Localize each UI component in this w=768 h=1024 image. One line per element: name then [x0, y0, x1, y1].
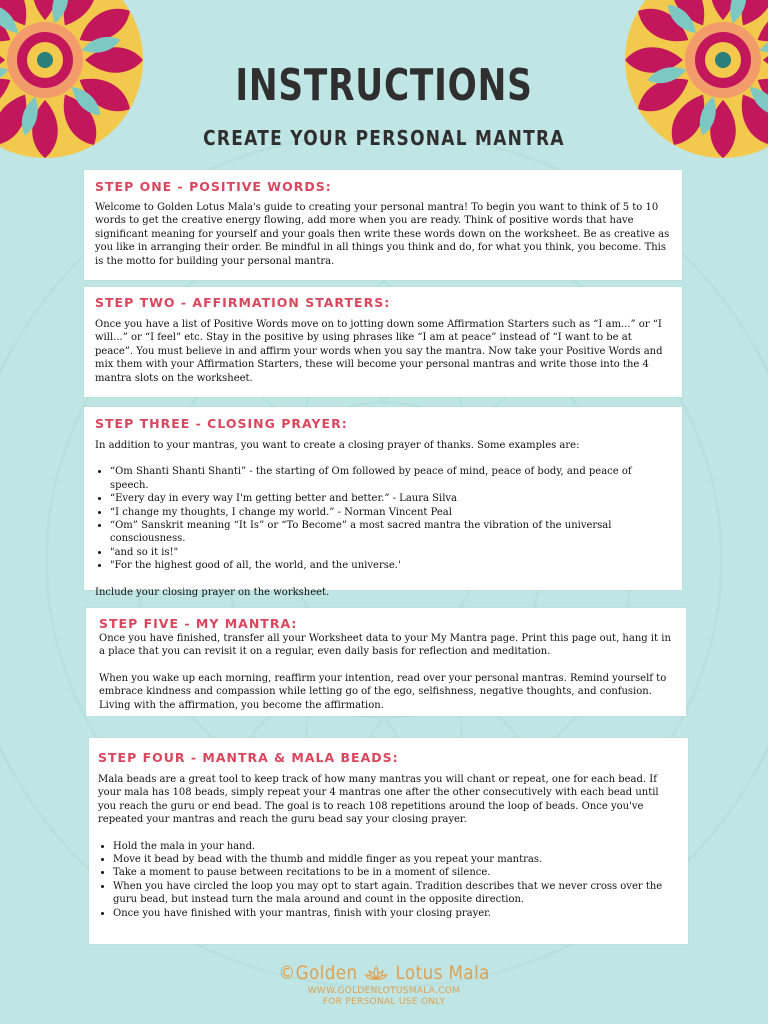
- list-item: • Once you have finished with your mantras, finish with your closing prayer.: [113, 907, 676, 920]
- step-two-card: [84, 287, 682, 397]
- mala-steps-list: [98, 840, 676, 920]
- step-three-heading: STEP THREE - CLOSING PRAYER:: [95, 416, 348, 431]
- list-item: • “I change my thoughts, I change my world.” - Norman Vincent Peal: [110, 506, 670, 519]
- step-four-card: [89, 738, 688, 944]
- list-item: • “Om Shanti Shanti Shanti” - the starting of Om followed by peace of mind, peace of body, and peace of speech.: [110, 465, 670, 492]
- step-two-body: Once you have a list of Positive Words move on to jotting down some Affirmation Starters such as “I am...” or “I will...” or “I feel” etc. Stay in the positive by using phrases like “I am at peace” instead of “I want to be at peace”. You must believe in and affirm your words when you say the mantra. Now take your Positive Words and mix them with your Affirmation Starters, these will become your personal mantras and write those into the 4 mantra slots on the worksheet.: [95, 319, 663, 384]
- list-item: • "For the highest good of all, the world, and the universe.': [110, 559, 670, 572]
- step-one-body: Welcome to Golden Lotus Mala's guide to creating your personal mantra! To begin you want to think of 5 to 10 words to get the creative energy flowing, add more when you are ready. Think of positive words that have significant meaning for yourself and your goals then write these words down on the worksheet. Be as creative as you like in arranging their order. Be mindful in all things you think and do, for what you think, you become. This is the motto for building your personal mantra.: [95, 202, 670, 267]
- list-item: • When you have circled the loop you may opt to start again. Tradition describes that we never cross over the guru bead, but instead turn the mala around and count in the opposite direction.: [113, 880, 676, 907]
- brand-name-right: Lotus Mala: [395, 962, 490, 984]
- step-one-heading: STEP ONE - POSITIVE WORDS:: [95, 179, 332, 194]
- step-five-paragraph-2: When you wake up each morning, reaffirm your intention, read over your personal mantras. Remind yourself to embrace kindness and compassion while letting go of the ego, selfishness, negative thoughts, and confusion. Living with the affirmation, you become the affirmation.: [99, 672, 667, 711]
- list-item: • Take a moment to pause between recitations to be in a moment of silence.: [113, 866, 676, 879]
- step-four-heading: STEP FOUR - MANTRA & MALA BEADS:: [98, 750, 399, 765]
- step-five-card: [86, 608, 686, 716]
- step-three-card: [84, 407, 682, 598]
- footer: [0, 962, 768, 1007]
- step-four-body: Mala beads are a great tool to keep track of how many mantras you will chant or repeat, one for each bead. If your mala has 108 beads, simply repeat your 4 mantras one after the other consecutively with each bead until you reach the guru or end bead. The goal is to reach 108 repetitions around the loop of beads. Once you've repeated your mantras and reach the guru bead say your closing prayer.: [98, 774, 659, 826]
- list-item: • Move it bead by bead with the thumb and middle finger as you repeat your mantras.: [113, 853, 676, 866]
- lotus-icon: [365, 965, 388, 981]
- step-five-paragraph-1: Once you have finished, transfer all your Worksheet data to your My Mantra page. Print this page out, hang it in a place that you can revisit it on a regular, even daily basis for reflection and meditation.: [99, 633, 671, 658]
- usage-note: FOR PERSONAL USE ONLY: [322, 997, 446, 1007]
- list-item: • “Om” Sanskrit meaning “It Is” or “To Become” a most sacred mantra the vibration of the universal consciousness.: [110, 519, 670, 546]
- website-link[interactable]: WWW.GOLDENLOTUSMALA.COM: [307, 986, 461, 996]
- step-two-heading: STEP TWO - AFFIRMATION STARTERS:: [95, 295, 391, 310]
- list-item: • "and so it is!": [110, 546, 670, 559]
- brand-logo: [278, 962, 489, 984]
- page-subtitle: CREATE YOUR PERSONAL MANTRA: [203, 126, 565, 150]
- step-five-heading: STEP FIVE - MY MANTRA:: [99, 616, 298, 631]
- brand-name-left: ©Golden: [278, 962, 358, 984]
- step-one-card: [84, 170, 682, 280]
- step-three-intro: In addition to your mantras, you want to create a closing prayer of thanks. Some examples are:: [95, 440, 580, 451]
- list-item: • Hold the mala in your hand.: [113, 840, 676, 853]
- page-title: INSTRUCTIONS: [235, 60, 533, 111]
- step-three-outro: Include your closing prayer on the worksheet.: [95, 586, 330, 598]
- closing-prayer-examples-list: [95, 465, 670, 572]
- list-item: • “Every day in every way I'm getting better and better.” - Laura Silva: [110, 492, 670, 505]
